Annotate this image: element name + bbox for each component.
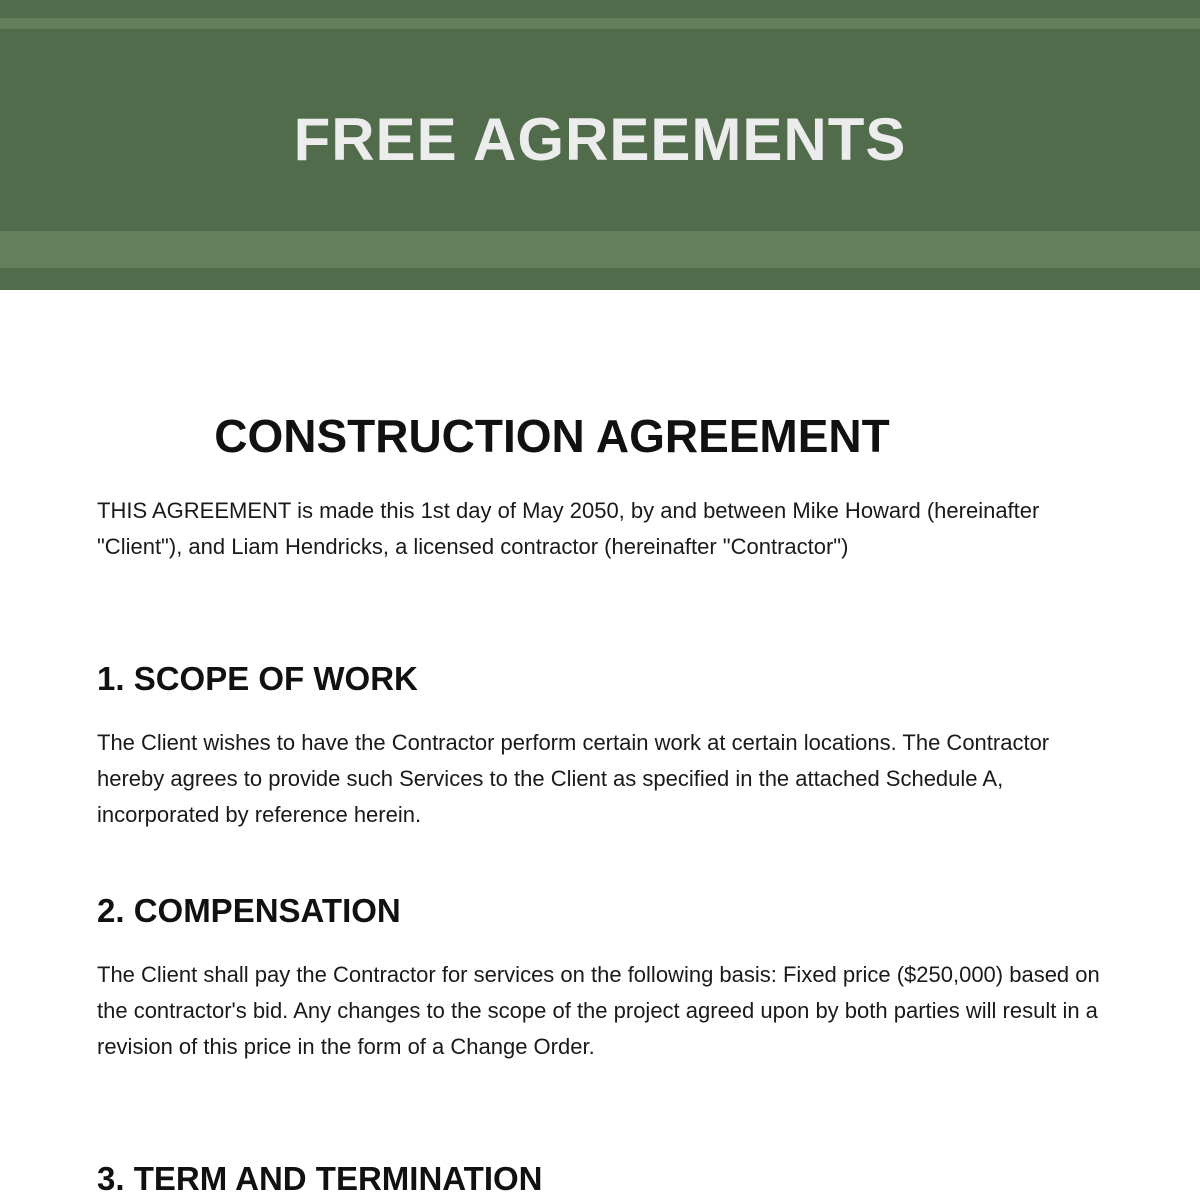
banner-stripe-bottom <box>0 231 1200 268</box>
section-heading-scope: 1. SCOPE OF WORK <box>97 660 418 697</box>
section-body-compensation: The Client shall pay the Contractor for services on the following basis: Fixed price ($250,000) based on the contractor's bid. Any changes to the scope of the project agreed upon by both parties will result in a revision of this price in the form of a Change Order. <box>97 962 1100 1059</box>
banner-title: FREE AGREEMENTS <box>293 106 907 173</box>
header-banner <box>0 0 1200 290</box>
intro-paragraph: THIS AGREEMENT is made this 1st day of May 2050, by and between Mike Howard (hereinafter "Client"), and Liam Hendricks, a licensed contractor (hereinafter "Contractor") <box>97 498 1040 559</box>
section-heading-term: 3. TERM AND TERMINATION <box>97 1160 543 1197</box>
banner-stripe-top <box>0 18 1200 29</box>
section-body-scope: The Client wishes to have the Contractor perform certain work at certain locations. The Contractor hereby agrees to provide such Services to the Client as specified in the attached Schedule A, incorporated by reference herein. <box>97 730 1050 827</box>
document-title: CONSTRUCTION AGREEMENT <box>214 410 890 462</box>
section-heading-compensation: 2. COMPENSATION <box>97 892 401 929</box>
